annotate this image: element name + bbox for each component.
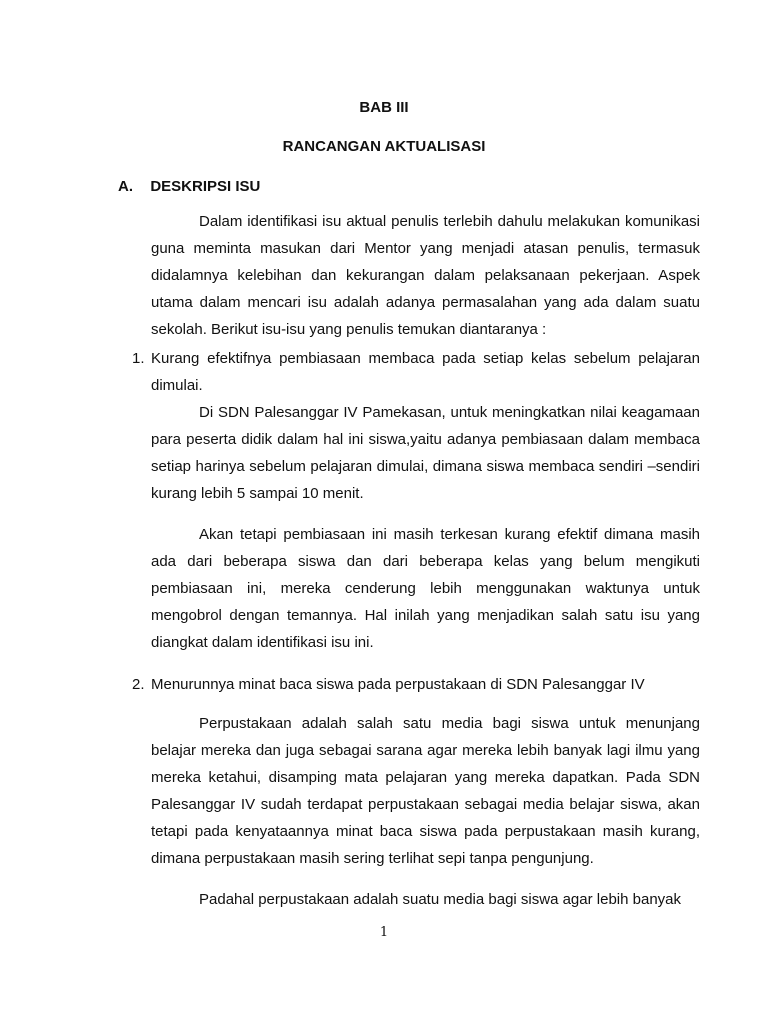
item-2-paragraph-2: Padahal perpustakaan adalah suatu media bagi siswa agar lebih banyak <box>199 891 681 908</box>
chapter-heading: BAB III <box>359 99 409 116</box>
item-2-paragraph-1: Perpustakaan adalah salah satu media bagi siswa untuk menunjang belajar mereka dan juga sebagai sarana agar mereka lebih banyak lagi ilmu yang mereka ketahui, disamping mata pelajaran yang mereka dapatkan. Pada SDN Palesanggar IV sudah terdapat perpustakaan sebagai media belajar siswa, akan tetapi pada kenyataannya minat baca siswa pada perpustakaan masih kurang, dimana perpustakaan masih sering terlihat sepi tanpa pengunjung. <box>151 715 700 867</box>
section-heading <box>118 178 260 195</box>
list-item-title: Menurunnya minat baca siswa pada perpustakaan di SDN Palesanggar IV <box>151 676 645 693</box>
list-item-title: Kurang efektifnya pembiasaan membaca pada setiap kelas sebelum pelajaran dimulai. <box>151 350 700 394</box>
list-item-number: 1. <box>132 350 145 367</box>
document-title: RANCANGAN AKTUALISASI <box>282 138 486 155</box>
section-label: A. <box>118 178 133 195</box>
item-1-paragraph-2: Akan tetapi pembiasaan ini masih terkesan kurang efektif dimana masih ada dari beberapa siswa dan dari beberapa kelas yang belum mengikuti pembiasaan ini, mereka cenderung lebih menggunakan waktunya untuk mengobrol dengan temannya. Hal inilah yang menjadikan salah satu isu yang diangkat dalam identifikasi isu ini. <box>151 526 700 651</box>
intro-paragraph: Dalam identifikasi isu aktual penulis terlebih dahulu melakukan komunikasi guna meminta masukan dari Mentor yang menjadi atasan penulis, termasuk didalamnya kelebihan dan kekurangan dalam pelaksanaan pekerjaan. Aspek utama dalam mencari isu adalah adanya permasalahan yang ada dalam suatu sekolah. Berikut isu-isu yang penulis temukan diantaranya : <box>151 213 700 338</box>
list-item-number: 2. <box>132 676 145 693</box>
list-item-2 <box>132 671 700 698</box>
item-1-paragraph-1: Di SDN Palesanggar IV Pamekasan, untuk meningkatkan nilai keagamaan para peserta didik dalam hal ini siswa,yaitu adanya pembiasaan dalam membaca setiap harinya sebelum pelajaran dimulai, dimana siswa membaca sendiri –sendiri kurang lebih 5 sampai 10 menit. <box>151 404 700 502</box>
list-item-1 <box>132 345 700 399</box>
page-number: 1 <box>379 925 389 940</box>
section-title: DESKRIPSI ISU <box>150 178 261 195</box>
